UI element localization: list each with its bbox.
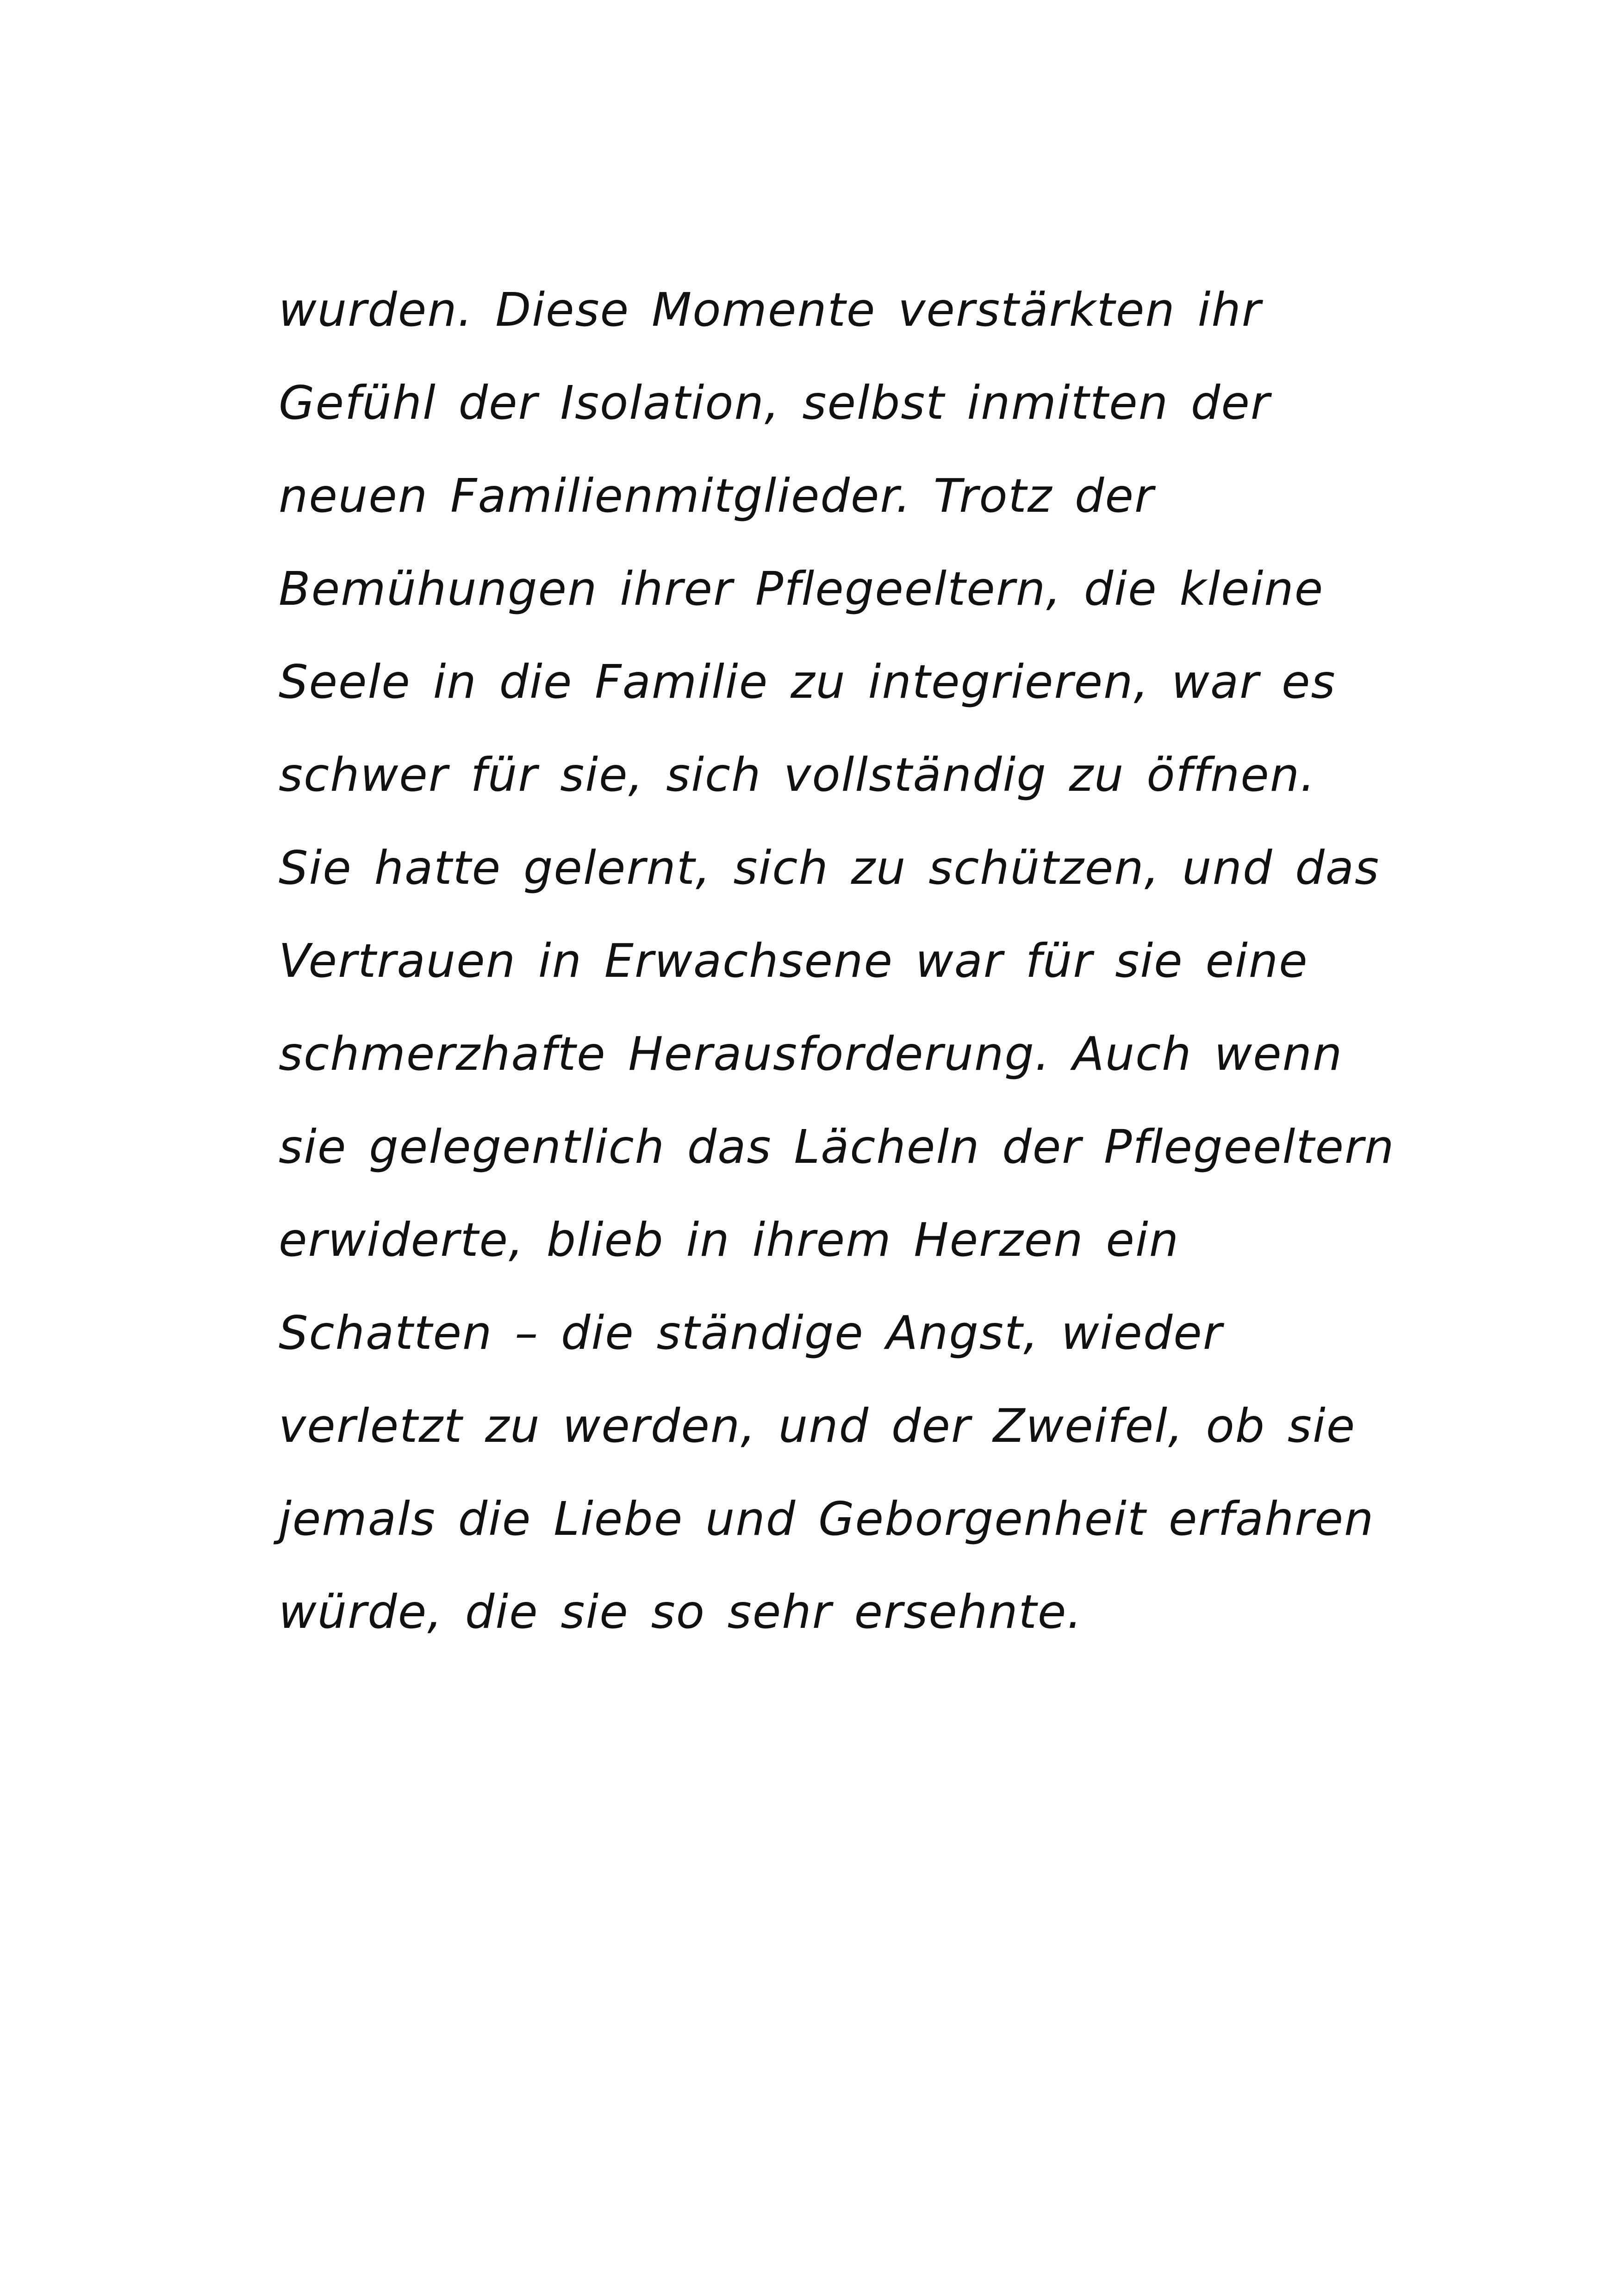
- text-line: Seele in die Familie zu integrieren, war es: [279, 655, 1336, 709]
- text-line: wurden. Diese Momente verstärkten ihr: [279, 283, 1262, 337]
- text-line: Bemühungen ihrer Pflegeeltern, die kleine: [279, 562, 1324, 616]
- text-line: verletzt zu werden, und der Zweifel, ob sie: [279, 1399, 1356, 1453]
- text-line: jemals die Liebe und Geborgenheit erfahren: [279, 1492, 1375, 1546]
- text-line: schwer für sie, sich vollständig zu öffnen.: [279, 748, 1316, 802]
- text-line: würde, die sie so sehr ersehnte.: [279, 1585, 1083, 1639]
- text-line: Sie hatte gelernt, sich zu schützen, und das: [279, 841, 1380, 895]
- text-line: schmerzhafte Herausforderung. Auch wenn: [279, 1027, 1343, 1081]
- text-line: sie gelegentlich das Lächeln der Pflegeeltern: [279, 1120, 1395, 1174]
- text-line: neuen Familienmitglieder. Trotz der: [279, 469, 1155, 523]
- text-line: Gefühl der Isolation, selbst inmitten der: [279, 376, 1270, 430]
- text-line: Vertrauen in Erwachsene war für sie eine: [279, 934, 1308, 988]
- text-line: Schatten – die ständige Angst, wieder: [279, 1306, 1223, 1360]
- text-line: erwiderte, blieb in ihrem Herzen ein: [279, 1213, 1180, 1267]
- body-paragraph: [279, 283, 1395, 1682]
